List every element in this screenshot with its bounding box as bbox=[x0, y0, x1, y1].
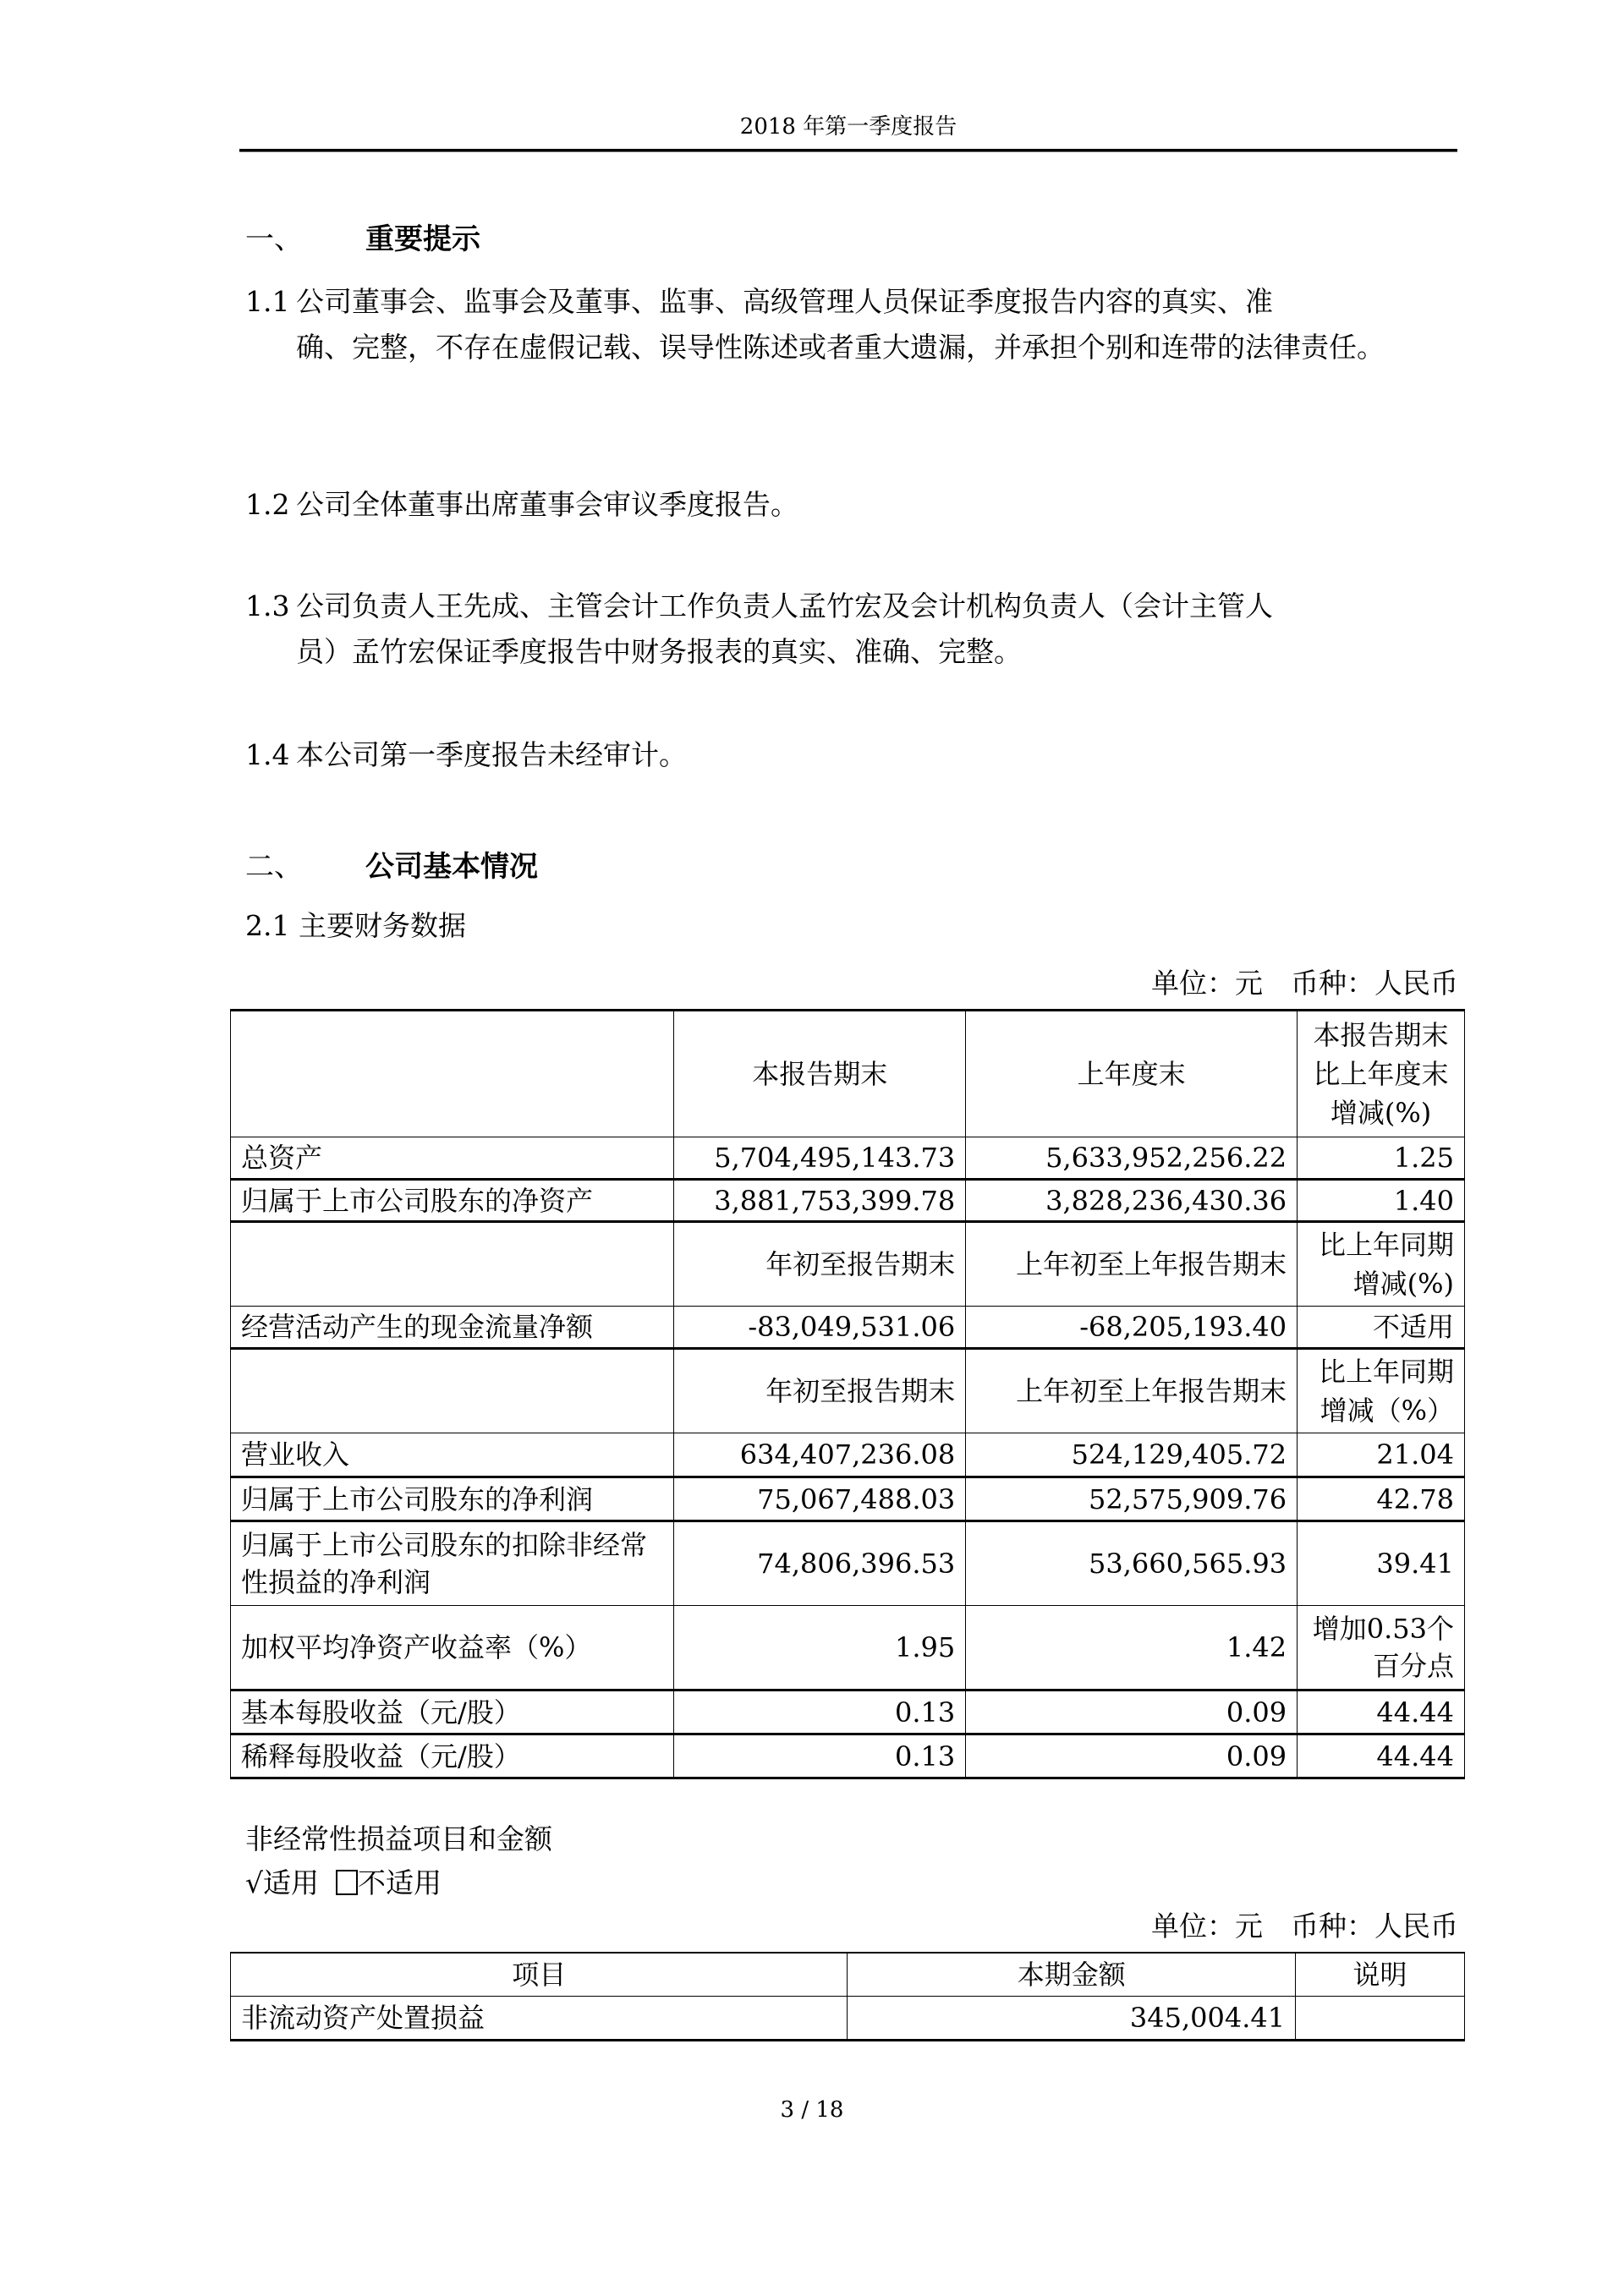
section-2-title-text: 公司基本情况 bbox=[365, 850, 538, 884]
table-subheader-row: 年初至报告期末 上年初至上年报告期末 比上年同期增减（%） bbox=[231, 1349, 1465, 1433]
table-row: 归属于上市公司股东的扣除非经常性损益的净利润 74,806,396.53 53,660,565.93 39.41 bbox=[231, 1521, 1465, 1606]
subsection-2-1-title: 2.1 主要财务数据 bbox=[245, 909, 466, 942]
nonrecurring-unit-label: 单位：元 币种：人民币 bbox=[1151, 1910, 1458, 1943]
section-1-title-text: 重要提示 bbox=[365, 222, 480, 256]
item-1-4: 1.4 本公司第一季度报告未经审计。 bbox=[245, 738, 687, 771]
table-row: 归属于上市公司股东的净资产 3,881,753,399.78 3,828,236,430.36 1.40 bbox=[231, 1180, 1465, 1222]
table-row: 经营活动产生的现金流量净额 -83,049,531.06 -68,205,193.40 不适用 bbox=[231, 1307, 1465, 1349]
item-1-3: 1.3 公司负责人王先成、主管会计工作负责人孟竹宏及会计机构负责人（会计主管人 员）孟竹宏保证季度报告中财务报表的真实、准确、完整。 bbox=[245, 589, 1273, 668]
table-header-row: 本报告期末 上年度末 本报告期末比上年度末增减(%) bbox=[231, 1011, 1465, 1137]
table-subheader-row: 年初至报告期末 上年初至上年报告期末 比上年同期增减(%) bbox=[231, 1222, 1465, 1307]
applicability-options bbox=[245, 1862, 442, 1904]
page-number: 3 / 18 bbox=[780, 2097, 844, 2123]
item-1-1: 1.1 公司董事会、监事会及董事、监事、高级管理人员保证季度报告内容的真实、准 确、完整，不存在虚假记载、误导性陈述或者重大遗漏，并承担个别和连带的法律责任。 bbox=[245, 285, 1385, 364]
page-header: 2018 年第一季度报告 bbox=[739, 114, 957, 140]
financial-data-table bbox=[230, 1009, 1465, 1779]
table-row: 加权平均净资产收益率（%） 1.95 1.42 增加0.53个百分点 bbox=[231, 1606, 1465, 1690]
table-row: 稀释每股收益（元/股） 0.13 0.09 44.44 bbox=[231, 1734, 1465, 1778]
nonrecurring-table bbox=[230, 1952, 1465, 2041]
item-1-2: 1.2 公司全体董事出席董事会审议季度报告。 bbox=[245, 488, 798, 521]
table-row: 基本每股收益（元/股） 0.13 0.09 44.44 bbox=[231, 1690, 1465, 1734]
section-2-title bbox=[245, 846, 538, 888]
section-2-num: 二、 bbox=[245, 850, 303, 884]
unit-label: 单位：元 币种：人民币 bbox=[1151, 967, 1458, 1000]
header-rule bbox=[239, 149, 1457, 152]
nonrecurring-title: 非经常性损益项目和金额 bbox=[245, 1822, 552, 1855]
section-1-title bbox=[245, 218, 480, 260]
table-row: 总资产 5,704,495,143.73 5,633,952,256.22 1.25 bbox=[231, 1137, 1465, 1180]
not-applicable-label: 不适用 bbox=[358, 1866, 442, 1899]
table-row: 营业收入 634,407,236.08 524,129,405.72 21.04 bbox=[231, 1433, 1465, 1477]
section-1-num: 一、 bbox=[245, 222, 303, 256]
applicable-checked[interactable]: √适用 bbox=[245, 1866, 320, 1899]
nonrecurring-header-row: 项目 本期金额 说明 bbox=[231, 1953, 1465, 1997]
table-row: 归属于上市公司股东的净利润 75,067,488.03 52,575,909.76 42.78 bbox=[231, 1477, 1465, 1521]
checkbox-icon[interactable] bbox=[336, 1870, 358, 1895]
table-row: 非流动资产处置损益 345,004.41 bbox=[231, 1997, 1465, 2041]
